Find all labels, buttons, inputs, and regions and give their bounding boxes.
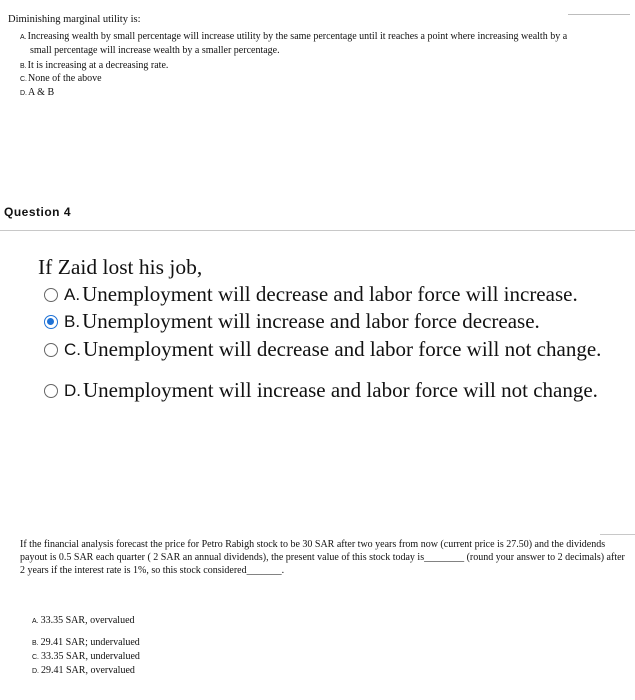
radio-button-c[interactable] (44, 343, 58, 357)
q3-option-b-text: 29.41 SAR; undervalued (40, 637, 140, 648)
q1-option-a-text-2: small percentage will increase wealth by a smaller percentage. (30, 44, 280, 56)
q3-option-c[interactable] (32, 651, 140, 662)
q3-option-d-letter: D. (32, 668, 39, 675)
question-divider (0, 230, 635, 231)
q2-option-c-text: Unemployment will decrease and labor force will not change. (83, 337, 602, 361)
q3-option-d-text: 29.41 SAR, overvalued (41, 665, 135, 676)
q2-option-a-letter: A. (64, 284, 81, 304)
q3-option-b[interactable] (32, 637, 140, 648)
radio-button-b-selected[interactable] (44, 315, 58, 329)
q1-option-c-letter: C. (20, 76, 27, 83)
question-3-title: Diminishing marginal utility is: (8, 14, 141, 25)
radio-button-d[interactable] (44, 384, 58, 398)
question-4-text: If Zaid lost his job, (38, 255, 203, 279)
question-4-header: Question 4 (4, 205, 72, 219)
question-5-divider (600, 534, 635, 535)
q3-option-d[interactable] (32, 665, 135, 676)
q1-option-b-letter: B. (20, 63, 27, 70)
q3-option-a-text: 33.35 SAR, overvalued (40, 615, 135, 626)
q1-option-c-text: None of the above (28, 73, 102, 84)
q3-option-c-text: 33.35 SAR, undervalued (41, 651, 140, 662)
q1-option-a[interactable] (20, 31, 632, 57)
q2-option-a[interactable] (44, 282, 578, 307)
q1-option-a-letter: A. (20, 34, 27, 41)
q2-option-b-letter: B. (64, 311, 81, 331)
q2-option-a-text: Unemployment will decrease and labor force will increase. (82, 282, 578, 306)
q2-option-d-text: Unemployment will increase and labor force will not change. (83, 378, 598, 402)
q1-option-b-text: It is increasing at a decreasing rate. (27, 60, 169, 71)
q3-option-c-letter: C. (32, 654, 39, 661)
radio-button-a[interactable] (44, 288, 58, 302)
q3-option-a-letter: A. (32, 618, 39, 625)
q1-option-c[interactable] (20, 73, 102, 87)
top-divider (568, 14, 630, 15)
q2-option-b-text: Unemployment will increase and labor force decrease. (82, 309, 540, 333)
q2-option-d-letter: D. (64, 380, 81, 400)
q2-option-d[interactable] (44, 378, 598, 403)
q1-option-b[interactable] (20, 60, 168, 74)
q3-option-b-letter: B. (32, 640, 39, 647)
q2-option-b[interactable] (44, 309, 540, 334)
q2-option-c[interactable] (44, 337, 601, 362)
question-5-text: If the financial analysis forecast the price for Petro Rabigh stock to be 30 SAR after two years from now (current price is 27.50) and the dividends payout is 0.5 SAR each quarter ( 2 SAR an annual dividends), the present value of this stock today is________ (round your answer to 2 decimals) after 2 years if the interest rate is 1%, so this stock considered_______. (20, 539, 625, 576)
q1-option-d[interactable] (20, 87, 54, 101)
q1-option-a-text-1: Increasing wealth by small percentage will increase utility by the same percentage until it reaches a point where increasing wealth by a (27, 31, 568, 42)
q2-option-c-letter: C. (64, 339, 81, 359)
q1-option-d-text: A & B (28, 87, 55, 98)
q3-option-a[interactable] (32, 615, 135, 626)
q1-option-d-letter: D. (20, 90, 27, 97)
